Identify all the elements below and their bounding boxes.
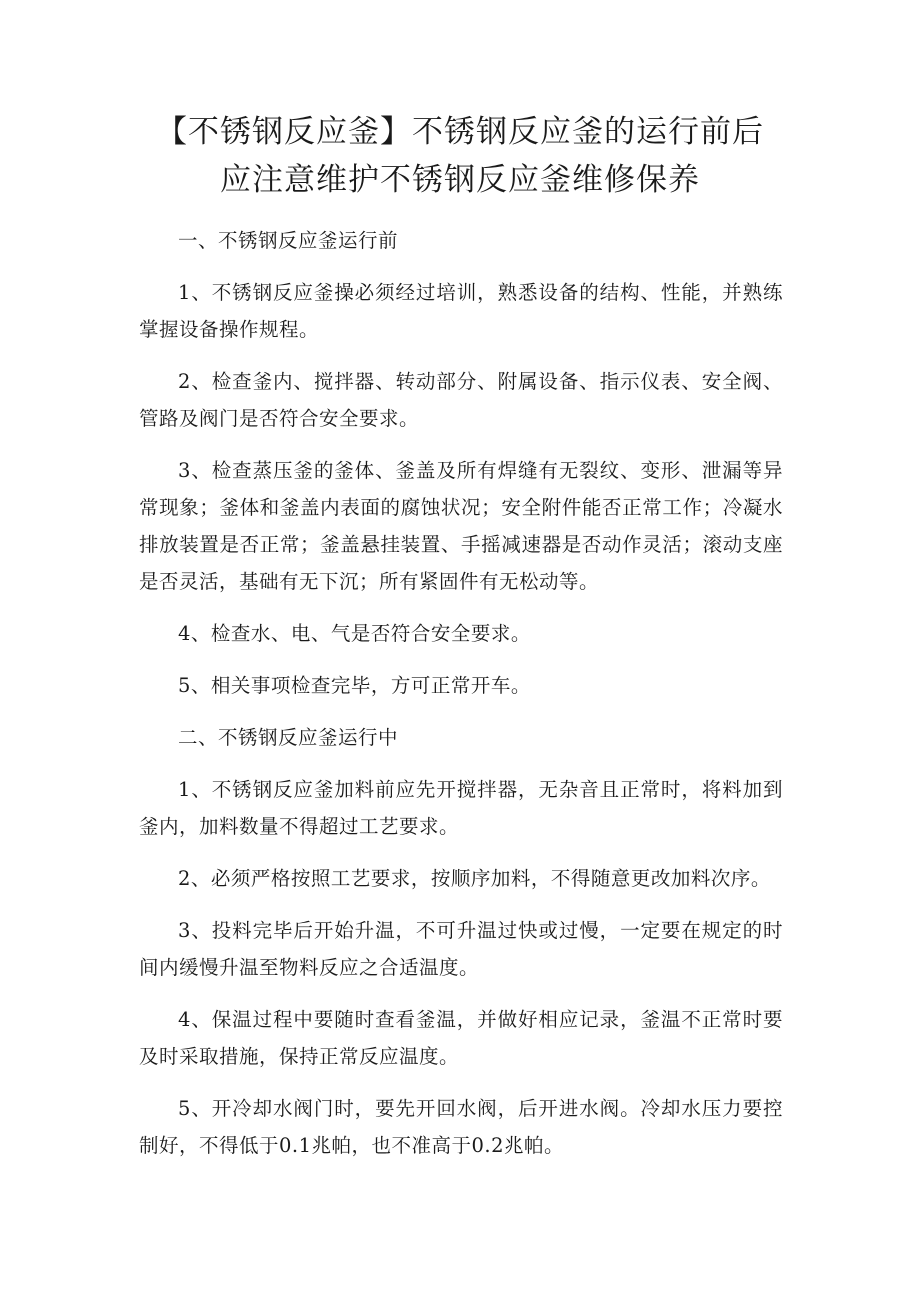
title-line-2: 应注意维护不锈钢反应釜维修保养 [220,162,700,198]
section-heading-before-operation: 一、不锈钢反应釜运行前 [178,229,399,252]
paragraph-before-2: 2、检查釜内、搅拌器、转动部分、附属设备、指示仪表、安全阀、管路及阀门是否符合安全要求。 [139,370,783,430]
paragraph-during-2: 2、必须严格按照工艺要求，按顺序加料，不得随意更改加料次序。 [178,867,771,890]
paragraph-during-4: 4、保温过程中要随时查看釜温，并做好相应记录，釜温不正常时要及时采取措施，保持正常反应温度。 [139,1008,783,1068]
document-title [100,108,820,204]
section-heading-during-operation: 二、不锈钢反应釜运行中 [178,726,399,749]
document-body [139,222,783,1179]
paragraph-before-4: 4、检查水、电、气是否符合安全要求。 [178,622,531,645]
paragraph-before-3: 3、检查蒸压釜的釜体、釜盖及所有焊缝有无裂纹、变形、泄漏等异常现象；釜体和釜盖内表面的腐蚀状况；安全附件能否正常工作；冷凝水排放装置是否正常；釜盖悬挂装置、手摇减速器是否动作灵活；滚动支座是否灵活，基础有无下沉；所有紧固件有无松动等。 [139,459,783,593]
paragraph-before-1: 1、不锈钢反应釜操必须经过培训，熟悉设备的结构、性能，并熟练掌握设备操作规程。 [139,281,783,341]
paragraph-before-5: 5、相关事项检查完毕，方可正常开车。 [178,674,531,697]
paragraph-during-5: 5、开冷却水阀门时，要先开回水阀，后开进水阀。冷却水压力要控制好，不得低于0.1兆帕，也不准高于0.2兆帕。 [139,1097,783,1157]
title-line-1: 【不锈钢反应釜】不锈钢反应釜的运行前后 [156,114,764,150]
paragraph-during-3: 3、投料完毕后开始升温，不可升温过快或过慢，一定要在规定的时间内缓慢升温至物料反应之合适温度。 [139,919,783,979]
paragraph-during-1: 1、不锈钢反应釜加料前应先开搅拌器，无杂音且正常时，将料加到釜内，加料数量不得超过工艺要求。 [139,778,783,838]
